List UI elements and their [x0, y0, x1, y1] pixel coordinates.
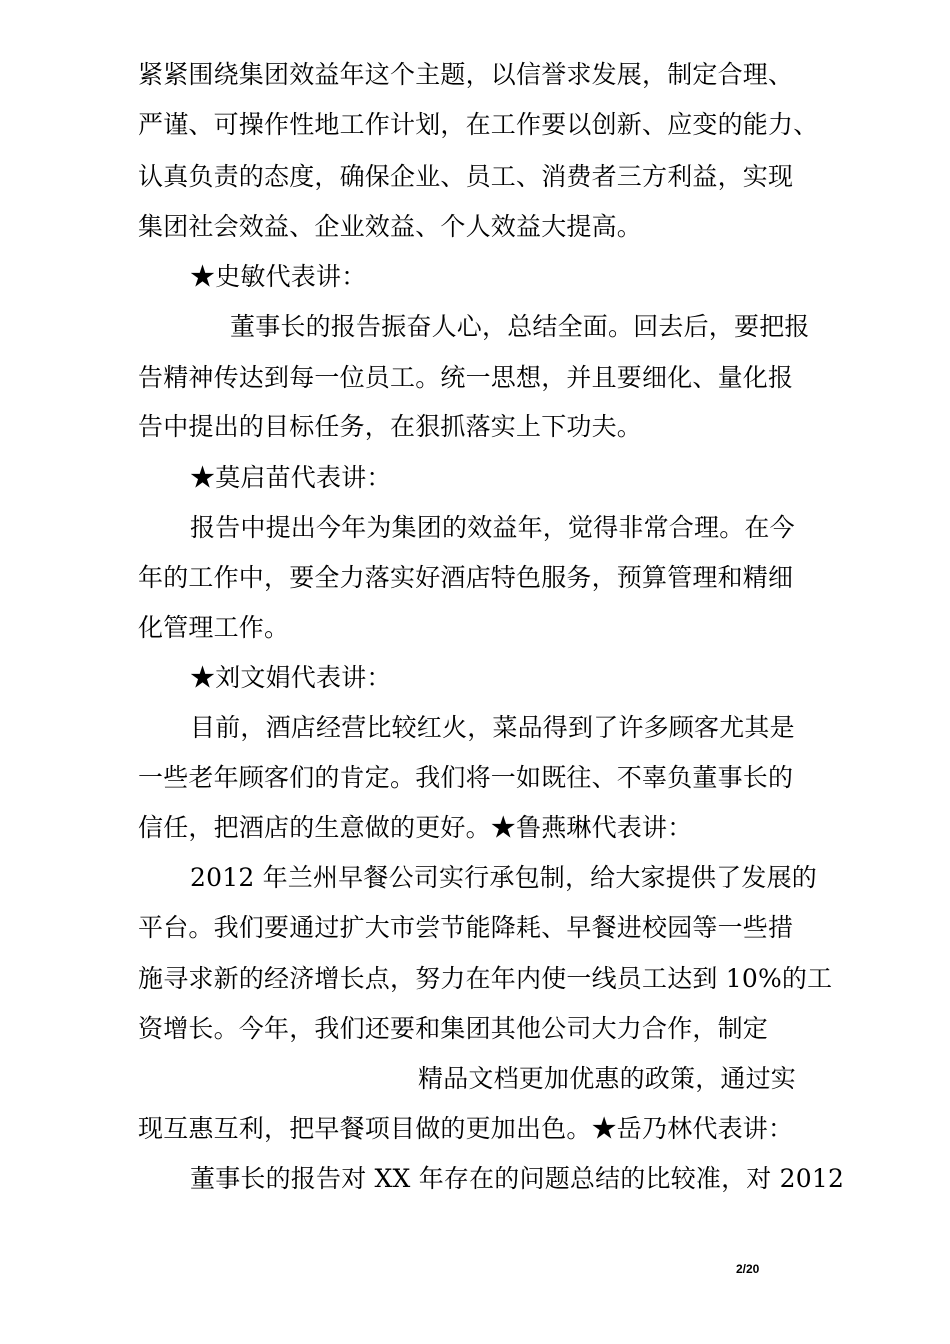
page-number: 2/20: [736, 1262, 760, 1276]
text-line: 现互惠互利，把早餐项目做的更加出色。★岳乃林代表讲：: [138, 1114, 794, 1143]
text-line: 2012 年兰州早餐公司实行承包制，给大家提供了发展的: [190, 863, 817, 892]
text-line: 严谨、可操作性地工作计划，在工作要以创新、应变的能力、: [138, 110, 819, 139]
text-line: 认真负责的态度，确保企业、员工、消费者三方利益，实现: [138, 162, 794, 191]
text-line: 资增长。今年，我们还要和集团其他公司大力合作，制定: [138, 1014, 769, 1043]
text-line: 目前，酒店经营比较红火，菜品得到了许多顾客尤其是: [190, 713, 795, 742]
text-line: 信任，把酒店的生意做的更好。★鲁燕琳代表讲：: [138, 813, 693, 842]
text-line: 集团社会效益、企业效益、个人效益大提高。: [138, 212, 643, 241]
text-line: 告中提出的目标任务，在狠抓落实上下功夫。: [138, 412, 643, 441]
text-line: 董事长的报告振奋人心，总结全面。回去后，要把报: [230, 312, 810, 341]
text-line: 化管理工作。: [138, 613, 290, 642]
text-line: 董事长的报告对 XX 年存在的问题总结的比较准，对 2012: [190, 1164, 845, 1193]
text-line: 报告中提出今年为集团的效益年，觉得非常合理。在今: [190, 513, 795, 542]
speaker-heading: ★史敏代表讲：: [190, 262, 367, 291]
text-line: 施寻求新的经济增长点，努力在年内使一线员工达到 10%的工: [138, 964, 833, 993]
speaker-heading: ★莫启苗代表讲：: [190, 463, 392, 492]
speaker-heading: ★刘文娟代表讲：: [190, 663, 392, 692]
text-line: 一些老年顾客们的肯定。我们将一如既往、不辜负董事长的: [138, 763, 794, 792]
text-line: 紧紧围绕集团效益年这个主题，以信誉求发展，制定合理、: [138, 60, 794, 89]
text-line: 精品文档更加优惠的政策，通过实: [418, 1064, 797, 1093]
text-line: 平台。我们要通过扩大市尝节能降耗、早餐进校园等一些措: [138, 913, 794, 942]
text-line: 告精神传达到每一位员工。统一思想，并且要细化、量化报: [138, 363, 794, 392]
text-line: 年的工作中，要全力落实好酒店特色服务，预算管理和精细: [138, 563, 794, 592]
